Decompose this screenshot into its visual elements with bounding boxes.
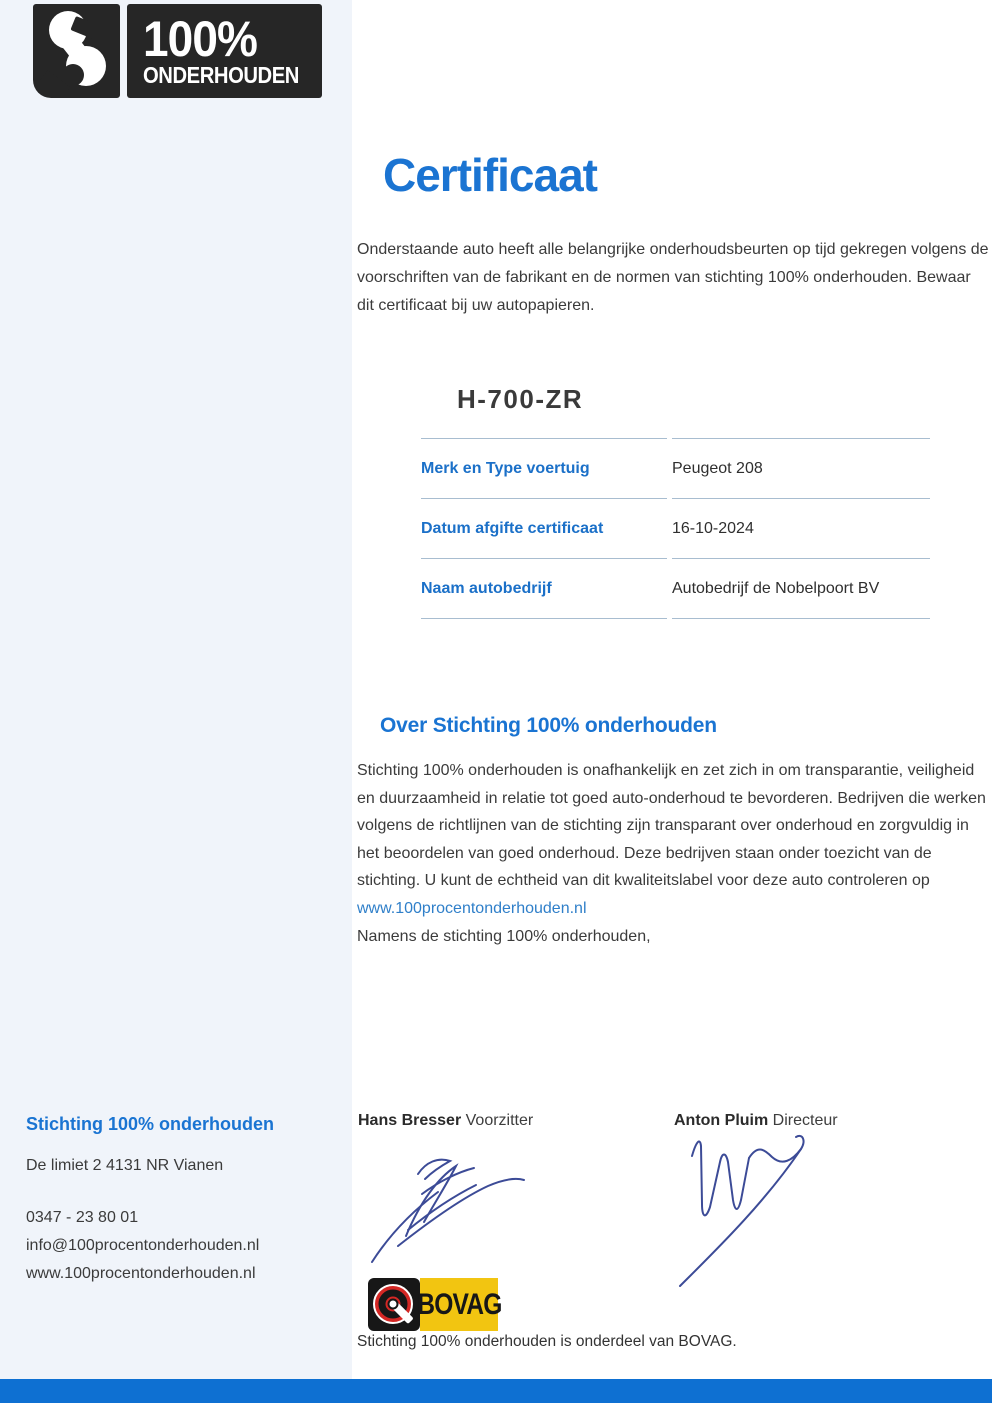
brand-logo: [33, 4, 322, 98]
row-label: Naam autobedrijf: [421, 558, 667, 618]
row-label: Merk en Type voertuig: [421, 438, 667, 498]
footer-bar: [0, 1379, 992, 1403]
row-value: Autobedrijf de Nobelpoort BV: [672, 558, 930, 618]
page-title: Certificaat: [383, 149, 597, 201]
logo-onderhouden-text: ONDERHOUDEN: [143, 62, 299, 88]
bovag-wordmark-box: [416, 1278, 502, 1331]
signatory-title: Voorzitter: [465, 1112, 534, 1129]
contact-organisation: Stichting 100% onderhouden: [26, 1114, 275, 1134]
logo-icon-box: [33, 4, 120, 98]
intro-paragraph: Onderstaande auto heeft alle belangrijke onderhoudsbeurten op tijd gekregen volgens de voorschriften van de fabrikant en de normen van stichting 100% onderhouden. Bewaar dit certificaat bij uw autopapieren.: [357, 241, 989, 314]
logo-percent-text: 100%: [143, 11, 257, 67]
row-value: 16-10-2024: [672, 498, 930, 558]
contact-website[interactable]: www.100procentonderhouden.nl: [26, 1265, 256, 1282]
bovag-note: Stichting 100% onderhouden is onderdeel van BOVAG.: [357, 1333, 737, 1350]
signature-hans-bresser: [362, 1136, 547, 1273]
signatory-title: Directeur: [772, 1112, 838, 1129]
contact-address: De limiet 2 4131 NR Vianen: [26, 1157, 224, 1174]
signatory-name: Hans Bresser: [358, 1112, 462, 1129]
signatory-chairman: [358, 1112, 533, 1130]
table-row: [421, 498, 930, 558]
row-value: Peugeot 208: [672, 438, 930, 498]
about-text: Stichting 100% onderhouden is onafhankelijk en zet zich in om transparantie, veiligheid en duurzaamheid in relatie tot goed auto-onderhoud te bevorderen. Bedrijven die werken volgens de richtlijnen van de stichting zijn transparant over onderhoud en zorgvuldig in het beoordelen van goed onderhoud. Deze bedrijven staan onder toezicht van de stichting. U kunt de echtheid van dit kwaliteitslabel voor deze auto controleren op: [357, 762, 986, 890]
table-row: [421, 558, 930, 618]
row-label: Datum afgifte certificaat: [421, 498, 667, 558]
about-heading: Over Stichting 100% onderhouden: [380, 714, 717, 737]
table-row: [421, 438, 930, 498]
about-paragraph: [357, 757, 991, 950]
signatory-name: Anton Pluim: [674, 1112, 769, 1129]
contact-phone: 0347 - 23 80 01: [26, 1209, 139, 1226]
signature-anton-pluim: [670, 1122, 820, 1299]
bovag-logo: [368, 1278, 502, 1331]
bovag-wordmark: BOVAG: [416, 1287, 502, 1321]
bovag-icon: [368, 1278, 420, 1331]
vehicle-table: [421, 438, 930, 618]
license-plate: H-700-ZR: [457, 384, 584, 414]
about-closing-line: Namens de stichting 100% onderhouden,: [357, 927, 651, 945]
logo-text-box: [127, 4, 322, 98]
contact-email[interactable]: info@100procentonderhouden.nl: [26, 1237, 260, 1254]
wrench-icon: [40, 8, 114, 95]
verification-link[interactable]: www.100procentonderhouden.nl: [357, 899, 587, 917]
